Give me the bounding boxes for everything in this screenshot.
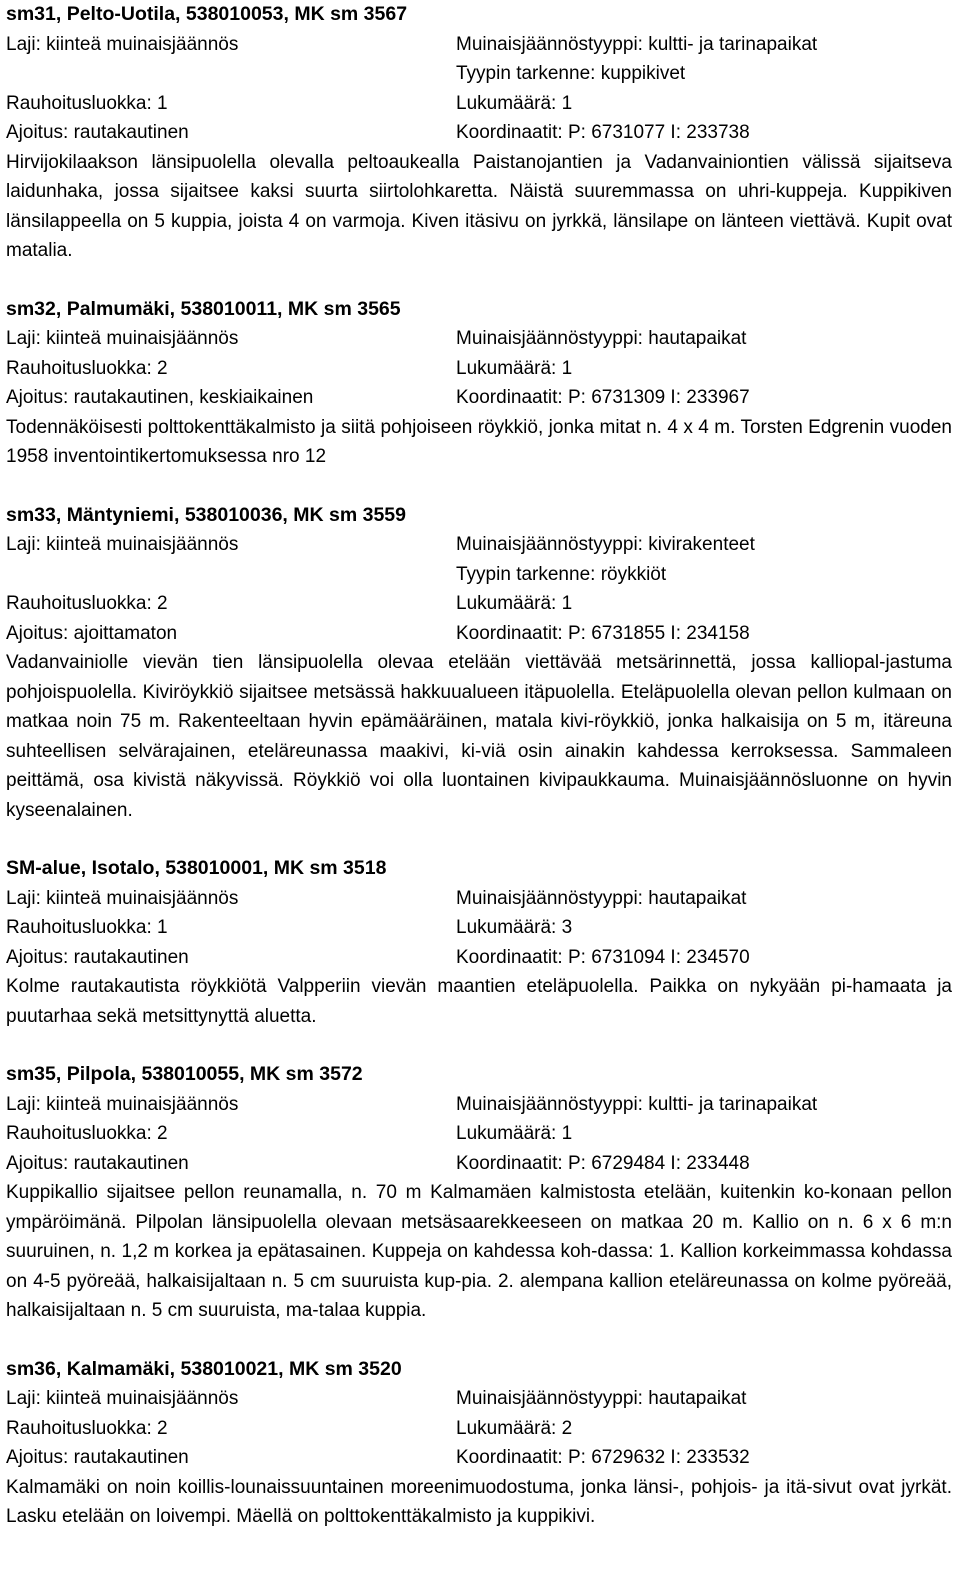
rauhoitus-row xyxy=(6,1119,952,1149)
entry-description: Kolme rautakautista röykkiötä Valpperiin vievän maantien eteläpuolella. Paikka on nykyään pi-hamaata ja puutarhaa sekä metsittynyttä aluetta. xyxy=(6,976,952,1027)
ajoitus-field: Ajoitus: rautakautinen xyxy=(6,946,189,968)
tarkenne-field: Tyypin tarkenne: röykkiöt xyxy=(456,563,667,585)
ajoitus-row xyxy=(6,943,952,973)
tyyppi-field: Muinaisjäännöstyyppi: hautapaikat xyxy=(456,328,747,349)
laji-row xyxy=(6,530,952,560)
site-entry-sm33 xyxy=(6,501,952,826)
ajoitus-row xyxy=(6,383,952,413)
lukumaara-field: Lukumäärä: 3 xyxy=(456,917,573,938)
rauhoitus-row xyxy=(6,1414,952,1444)
laji-field: Laji: kiinteä muinaisjäännös xyxy=(6,1093,239,1115)
ajoitus-field: Ajoitus: ajoittamaton xyxy=(6,622,178,644)
site-entry-sm32 xyxy=(6,295,952,472)
lukumaara-field: Lukumäärä: 1 xyxy=(456,357,573,379)
laji-row xyxy=(6,884,952,914)
site-entry-sm36 xyxy=(6,1355,952,1532)
tyyppi-field: Muinaisjäännöstyyppi: hautapaikat xyxy=(456,887,747,909)
entry-title: sm33, Mäntyniemi, 538010036, MK sm 3559 xyxy=(6,503,406,526)
entry-title: sm35, Pilpola, 538010055, MK sm 3572 xyxy=(6,1063,363,1085)
tarkenne-row xyxy=(6,560,952,590)
site-entry-sm35 xyxy=(6,1060,952,1326)
laji-field: Laji: kiinteä muinaisjäännös xyxy=(6,33,239,55)
tarkenne-row xyxy=(6,59,952,89)
laji-row xyxy=(6,324,952,354)
laji-row xyxy=(6,1384,952,1414)
ajoitus-field: Ajoitus: rautakautinen xyxy=(6,122,189,143)
ajoitus-row xyxy=(6,1443,952,1473)
koordinaatit-field: Koordinaatit: P: 6731855 I: 234158 xyxy=(456,622,750,644)
entry-title: SM-alue, Isotalo, 538010001, MK sm 3518 xyxy=(6,857,387,879)
entry-description: Kalmamäki on noin koillis-lounaissuuntainen moreenimuodostuma, jonka länsi-, pohjois- ja itä-sivut ovat jyrkät. Lasku etelään on loivempi. Mäellä on polttokenttäkalmisto ja kuppikivi. xyxy=(6,1476,952,1527)
koordinaatit-field: Koordinaatit: P: 6729484 I: 233448 xyxy=(456,1152,750,1174)
entry-title: sm32, Palmumäki, 538010011, MK sm 3565 xyxy=(6,297,401,320)
laji-row xyxy=(6,1090,952,1120)
laji-field: Laji: kiinteä muinaisjäännös xyxy=(6,887,239,909)
lukumaara-field: Lukumäärä: 2 xyxy=(456,1417,573,1439)
laji-row xyxy=(6,30,952,60)
ajoitus-row xyxy=(6,619,952,649)
ajoitus-field: Ajoitus: rautakautinen xyxy=(6,1447,189,1468)
ajoitus-row xyxy=(6,118,952,148)
tarkenne-field: Tyypin tarkenne: kuppikivet xyxy=(456,63,686,84)
tyyppi-field: Muinaisjäännöstyyppi: kivirakenteet xyxy=(456,534,755,555)
tyyppi-field: Muinaisjäännöstyyppi: hautapaikat xyxy=(456,1388,747,1409)
tyyppi-field: Muinaisjäännöstyyppi: kultti- ja tarinapaikat xyxy=(456,1093,818,1115)
tyyppi-field: Muinaisjäännöstyyppi: kultti- ja tarinapaikat xyxy=(456,33,818,55)
entry-description: Kuppikallio sijaitsee pellon reunamalla, n. 70 m Kalmamäen kalmistosta etelään, kuitenkin ko-konaan pellon ympäröimänä. Pilpolan länsipuolella olevaan metsäsaarekkeeseen on matkaa 20 m. Kallio on n. 6 x 6 m:n suuruinen, n. 1,2 m korkea ja epätasainen. Kuppeja on kahdessa koh-dassa: 1. Kallion korkeimmassa kohdassa on 4-5 pyöreää, halkaisijaltaan n. 5 cm suuruista kup-pia. 2. alempana kallion eteläreunassa on kolme pyöreää, halkaisijaltaan n. 5 cm suuruista, ma-talaa kuppia. xyxy=(6,1182,952,1321)
lukumaara-field: Lukumäärä: 1 xyxy=(456,1123,573,1144)
lukumaara-field: Lukumäärä: 1 xyxy=(456,92,573,114)
laji-field: Laji: kiinteä muinaisjäännös xyxy=(6,1388,239,1409)
entry-description: Todennäköisesti polttokenttäkalmisto ja siitä pohjoiseen röykkiö, jonka mitat n. 4 x 4 m. Torsten Edgrenin vuoden 1958 inventointikertomuksessa nro 12 xyxy=(6,416,952,467)
koordinaatit-field: Koordinaatit: P: 6729632 I: 233532 xyxy=(456,1447,750,1468)
ajoitus-field: Ajoitus: rautakautinen, keskiaikainen xyxy=(6,387,314,408)
rauhoitus-field: Rauhoitusluokka: 2 xyxy=(6,1417,168,1439)
ajoitus-field: Ajoitus: rautakautinen xyxy=(6,1152,189,1174)
rauhoitus-row xyxy=(6,913,952,943)
koordinaatit-field: Koordinaatit: P: 6731309 I: 233967 xyxy=(456,387,750,408)
rauhoitus-row xyxy=(6,89,952,119)
laji-field: Laji: kiinteä muinaisjäännös xyxy=(6,328,239,349)
rauhoitus-row xyxy=(6,354,952,384)
lukumaara-field: Lukumäärä: 1 xyxy=(456,593,573,614)
site-entry-sm-alue xyxy=(6,854,952,1031)
koordinaatit-field: Koordinaatit: P: 6731077 I: 233738 xyxy=(456,122,750,143)
rauhoitus-field: Rauhoitusluokka: 2 xyxy=(6,357,168,379)
rauhoitus-field: Rauhoitusluokka: 1 xyxy=(6,92,168,114)
rauhoitus-row xyxy=(6,589,952,619)
ajoitus-row xyxy=(6,1149,952,1179)
rauhoitus-field: Rauhoitusluokka: 2 xyxy=(6,1123,168,1144)
entry-title: sm31, Pelto-Uotila, 538010053, MK sm 3567 xyxy=(6,3,408,25)
rauhoitus-field: Rauhoitusluokka: 2 xyxy=(6,593,168,614)
entry-description: Hirvijokilaakson länsipuolella olevalla peltoaukealla Paistanojantien ja Vadanvainiontien välissä sijaitseva laidunhaka, jossa sijaitsee kaksi suurta siirtolohkaretta. Näistä suuremmassa on uhri-kuppeja. Kuppikiven länsilappeella on 5 kuppia, joista 4 on varmoja. Kiven itäsivu on jyrkkä, länsilape on länteen viettävä. Kupit ovat matalia. xyxy=(6,151,952,261)
entry-description: Vadanvainiolle vievän tien länsipuolella olevaa etelään viettävää metsärinnettä, jossa kalliopal-jastuma pohjoispuolella. Kiviröykkiö sijaitsee metsässä hakkuualueen itäpuolella. Eteläpuolella olevan pellon kulmaan on matkaa noin 75 m. Rakenteeltaan hyvin epämääräinen, matala kivi-röykkiö, jonka halkaisija on 5 m, itäreuna suhteellisen selvärajainen, eteläreunassa maakivi, ki-viä osin ainakin kahdessa kerroksessa. Sammaleen peittämä, osa kivistä näkyvissä. Röykkiö voi olla luontainen kivipaukkauma. Muinaisjäännösluonne on hyvin kyseenalainen. xyxy=(6,652,952,821)
rauhoitus-field: Rauhoitusluokka: 1 xyxy=(6,917,168,938)
koordinaatit-field: Koordinaatit: P: 6731094 I: 234570 xyxy=(456,946,750,968)
site-entry-sm31 xyxy=(6,0,952,266)
laji-field: Laji: kiinteä muinaisjäännös xyxy=(6,534,239,555)
entry-title: sm36, Kalmamäki, 538010021, MK sm 3520 xyxy=(6,1357,402,1380)
